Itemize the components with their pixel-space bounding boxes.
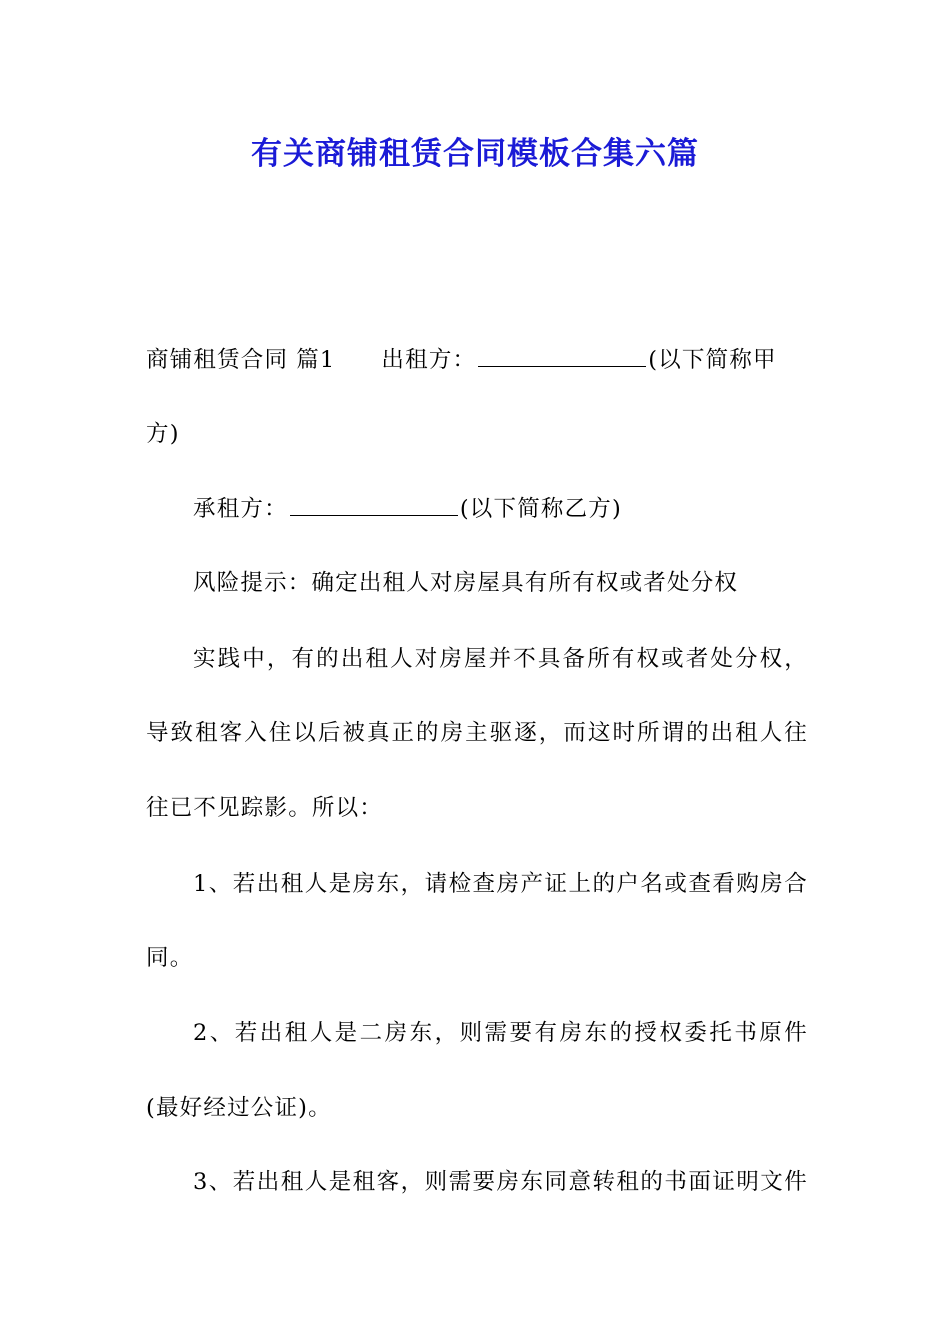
lessee-line <box>193 494 808 524</box>
lessee-blank <box>290 497 458 516</box>
lessee-suffix: (以下简称乙方) <box>459 496 622 522</box>
lessor-suffix: (以下简称甲 <box>648 347 777 373</box>
lessee-label: 承租方： <box>193 496 288 522</box>
risk-tip: 风险提示：确定出租人对房屋具有所有权或者处分权 <box>193 570 739 596</box>
paragraph1-line1: 实践中，有的出租人对房屋并不具备所有权或者处分权， <box>193 646 808 672</box>
lessor-label: 出租方： <box>381 347 477 373</box>
paragraph1-line3: 往已不见踪影。所以： <box>146 795 384 821</box>
section-heading: 商铺租赁合同 <box>146 347 289 373</box>
item3-line1: 3、若出租人是租客，则需要房东同意转租的书面证明文件 <box>193 1169 808 1195</box>
item1-line1: 1、若出租人是房东，请检查房产证上的户名或查看购房合 <box>193 871 808 897</box>
lessor-suffix-cont: 方) <box>146 421 180 447</box>
lessor-blank <box>478 348 646 367</box>
item2-line1: 2、若出租人是二房东，则需要有房东的授权委托书原件 <box>193 1020 808 1046</box>
item2-line2: (最好经过公证)。 <box>146 1095 332 1121</box>
section-part: 篇1 <box>296 347 336 373</box>
paragraph1-line2: 导致租客入住以后被真正的房主驱逐，而这时所谓的出租人往 <box>146 720 808 746</box>
document-title: 有关商铺租赁合同模板合集六篇 <box>251 136 699 172</box>
section-header-line <box>146 345 808 375</box>
item1-line2: 同。 <box>146 945 194 971</box>
